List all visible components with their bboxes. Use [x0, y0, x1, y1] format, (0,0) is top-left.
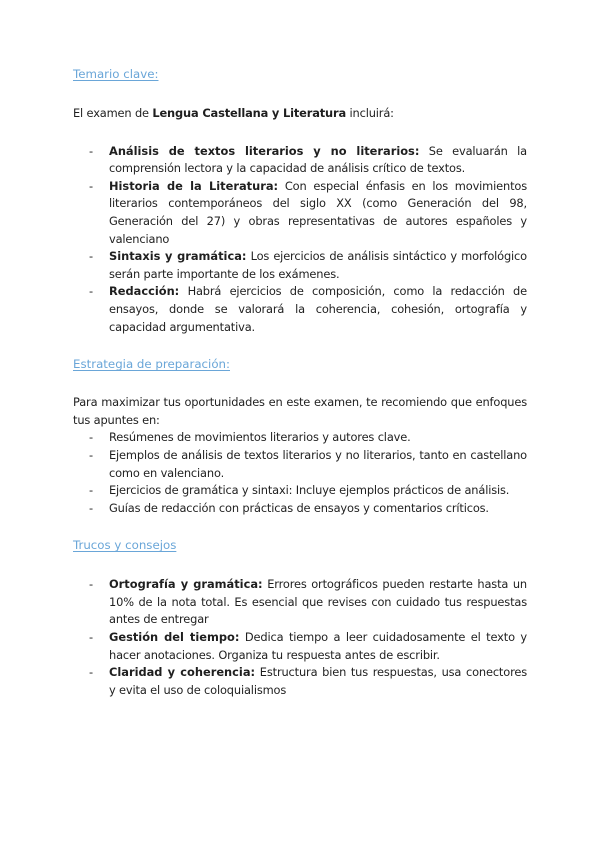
item-text: Los ejercicios de análisis sintáctico y morfológico serán parte importante de los exámenes. [109, 249, 527, 281]
list-item [73, 576, 527, 629]
section-heading-temario: Temario clave: [73, 67, 159, 81]
item-title: Sintaxis y gramática: [109, 249, 247, 264]
list-item [73, 500, 527, 518]
intro-prefix: El examen de [73, 106, 153, 120]
dash-marker: - [89, 665, 93, 680]
dash-marker: - [89, 500, 93, 515]
item-text: Errores ortográficos pueden restarte hasta un 10% de la nota total. Es esencial que revises con cuidado tus respuestas antes de entregar [109, 577, 527, 627]
item-text: Resúmenes de movimientos literarios y autores clave. [109, 430, 411, 445]
list-item [73, 664, 527, 699]
strategy-list [73, 429, 527, 517]
item-text: Con especial énfasis en los movimientos literarios contemporáneos del siglo XX (como Generación del 98, Generación del 27) y obras representativas de autores españoles y valenciano [109, 178, 527, 246]
temario-list [73, 143, 527, 337]
dash-marker: - [89, 284, 93, 299]
dash-marker: - [89, 577, 93, 592]
section-heading-estrategia: Estrategia de preparación: [73, 357, 230, 372]
dash-marker: - [89, 143, 93, 158]
item-title: Historia de la Literatura: [109, 178, 279, 193]
list-item [73, 143, 527, 178]
dash-marker: - [89, 249, 93, 264]
intro-subject: Lengua Castellana y Literatura [152, 106, 347, 120]
list-item [73, 429, 527, 447]
dash-marker: - [89, 430, 93, 445]
item-text: Se evaluarán la comprensión lectora y la capacidad de análisis crítico de textos. [109, 143, 527, 176]
dash-marker: - [89, 178, 93, 193]
intro-suffix: incluirá: [346, 106, 394, 120]
item-text: Guías de redacción con prácticas de ensayos y comentarios críticos. [109, 500, 489, 515]
item-title: Análisis de textos literarios y no literarios: [109, 143, 420, 158]
list-item [73, 178, 527, 248]
item-title: Redacción: [109, 284, 180, 299]
item-title: Gestión del tiempo: [109, 630, 240, 645]
tips-list [73, 576, 527, 699]
item-text: Habrá ejercicios de composición, como la redacción de ensayos, donde se valorará la coherencia, cohesión, ortografía y capacidad argumentativa. [109, 284, 527, 334]
list-item [73, 283, 527, 336]
section-heading-trucos: Trucos y consejos [73, 538, 177, 553]
item-text: Estructura bien tus respuestas, usa conectores y evita el uso de coloquialismos [109, 665, 527, 697]
item-text: Dedica tiempo a leer cuidadosamente el texto y hacer anotaciones. Organiza tu respuesta antes de escribir. [109, 630, 527, 662]
list-item [73, 482, 527, 500]
strategy-intro: Para maximizar tus oportunidades en este examen, te recomiendo que enfoques tus apuntes en: [73, 395, 527, 427]
item-text: Ejercicios de gramática y sintaxi: Incluye ejemplos prácticos de análisis. [109, 483, 510, 498]
dash-marker: - [89, 630, 93, 645]
list-item [73, 629, 527, 664]
intro-paragraph [73, 105, 527, 123]
list-item [73, 248, 527, 283]
list-item [73, 447, 527, 482]
item-title: Claridad y coherencia: [109, 665, 256, 680]
dash-marker: - [89, 447, 93, 462]
item-text: Ejemplos de análisis de textos literarios y no literarios, tanto en castellano como en valenciano. [109, 447, 527, 480]
item-title: Ortografía y gramática: [109, 577, 263, 592]
document-page [73, 66, 527, 699]
dash-marker: - [89, 483, 93, 498]
